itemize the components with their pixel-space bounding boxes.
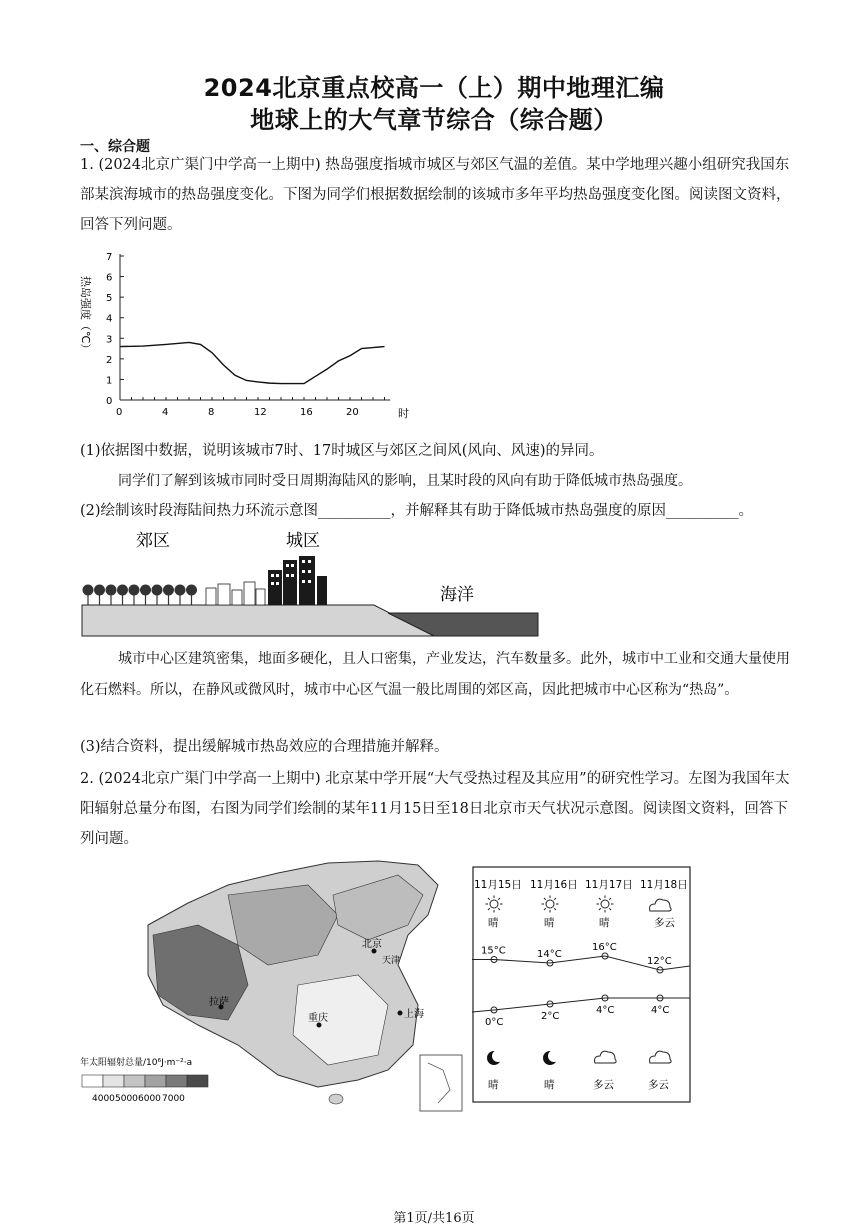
y-tick-label: 2 [106,354,113,366]
weather-day-label: 晴 [544,917,555,929]
x-tick-label: 0 [116,407,123,418]
weather-date: 11月16日 [530,879,578,891]
x-tick-label: 12 [254,407,267,418]
y-tick-label: 7 [106,252,113,263]
tree-icon [175,585,186,596]
houses-icon [206,582,265,605]
legend-value: 5000 [115,1094,138,1104]
chart-axes [120,254,390,400]
city-chongqing: 重庆 [308,1013,328,1024]
doc-title-line2: 地球上的大气章节综合（综合题） [250,106,618,134]
high-temp-label: 14°C [537,949,562,960]
label-suburb: 郊区 [136,531,170,551]
legend-value: 6000 [138,1094,161,1104]
q1-note: 同学们了解到该城市同时受日周期海陆风的影响，且某时段的风向有助于降低城市热岛强度。 [118,473,692,489]
y-tick-label: 0 [106,396,113,407]
q1-sub2: (2)绘制该时段海陆间热力环流示意图__________，并解释其有助于降低城市热岛强度的原因__________。 [80,503,754,519]
q1-intro: 1. (2024北京广渠门中学高一上期中) 热岛强度指城市城区与郊区气温的差值。某中学地理兴趣小组研究我国东部某滨海城市的热岛强度变化。下图为同学们根据数据绘制的该城市多年平均热岛强度变化图。阅读图文资料，回答下列问题。 [80,157,791,233]
q1-sub3: (3)结合资料，提出缓解城市热岛效应的合理措施并解释。 [80,739,449,755]
chart-series [120,342,385,383]
label-city: 城区 [286,531,320,551]
high-temp-label: 16°C [592,942,617,953]
weather-date: 11月15日 [474,879,522,891]
trees-icon [83,585,198,606]
low-temp-label: 2°C [541,1011,560,1022]
tree-icon [163,585,174,596]
sea-land-diagram [78,526,548,641]
legend-value: 4000 [92,1094,115,1104]
legend-value: 7000 [162,1094,185,1104]
tree-icon [94,585,105,596]
section-heading: 一、综合题 [80,139,150,155]
low-temp-label: 0°C [485,1017,504,1028]
chart-xlabel: 时 [398,407,409,420]
x-tick-label: 16 [300,407,313,418]
q1-reading: 城市中心区建筑密集，地面多硬化，且人口密集，产业发达，汽车数量多。此外，城市中工业和交通大量使用化石燃料。所以，在静风或微风时，城市中心区气温一般比周围的郊区高，因此把城市中心区称为“热岛”。 [80,651,790,698]
buildings-icon [268,556,327,605]
y-tick-label: 1 [106,375,113,387]
tree-icon [140,585,151,596]
land-block [82,605,434,636]
y-tick-label: 4 [106,313,113,325]
weather-date: 11月18日 [640,879,688,891]
heat-island-line [120,342,385,383]
weather-day-label: 多云 [654,917,675,929]
weather-night-label: 晴 [544,1079,555,1091]
page-footer: 第1页/共16页 [393,1211,475,1226]
weather-day-label: 晴 [599,917,610,929]
weather-night-label: 多云 [648,1079,669,1091]
high-temp-label: 12°C [647,956,672,967]
tree-icon [106,585,117,596]
tree-icon [152,585,163,596]
weather-day-label: 晴 [488,917,499,929]
y-tick-label: 3 [106,334,113,346]
heat-island-chart [72,248,412,428]
weather-date: 11月17日 [585,879,633,891]
y-tick-label: 5 [106,293,113,305]
chart-ylabel: 热岛强度（℃） [79,276,92,355]
city-tianjin: 天津 [382,956,401,966]
tree-icon [186,585,197,596]
city-beijing: 北京 [362,939,382,950]
x-tick-label: 20 [346,407,359,418]
legend-title: 年太阳辐射总量/10⁶J·m⁻²·a [80,1058,193,1068]
x-tick-label: 4 [162,407,169,418]
weather-panel [472,866,692,1104]
low-temp-label: 4°C [596,1005,615,1016]
high-temp-label: 15°C [481,945,506,957]
x-tick-label: 8 [208,407,215,418]
chart-ticks [106,252,385,418]
south-sea-inset [420,1055,462,1111]
tree-icon [117,585,128,596]
low-temp-label: 4°C [651,1005,670,1016]
tree-icon [129,585,140,596]
weather-night-label: 晴 [488,1079,499,1091]
weather-night-label: 多云 [593,1079,614,1091]
city-lhasa: 拉萨 [209,997,229,1008]
label-ocean: 海洋 [440,585,474,605]
legend-swatches [82,1075,208,1087]
q1-sub1: (1)依据图中数据，说明该城市7时、17时城区与郊区之间风(风向、风速)的异同。 [80,443,604,459]
china-solar-map [78,855,468,1115]
y-tick-label: 6 [106,272,113,284]
tree-icon [83,585,94,596]
q2-intro: 2. (2024北京广渠门中学高一上期中) 北京某中学开展“大气受热过程及其应用”的研究性学习。左图为我国年太阳辐射总量分布图，右图为同学们绘制的某年11月15日至18日北京市天气状况示意图。阅读图文资料，回答下列问题。 [80,771,790,847]
doc-title-line1: 2024北京重点校高一（上）期中地理汇编 [203,74,665,102]
city-shanghai: 上海 [404,1009,424,1020]
